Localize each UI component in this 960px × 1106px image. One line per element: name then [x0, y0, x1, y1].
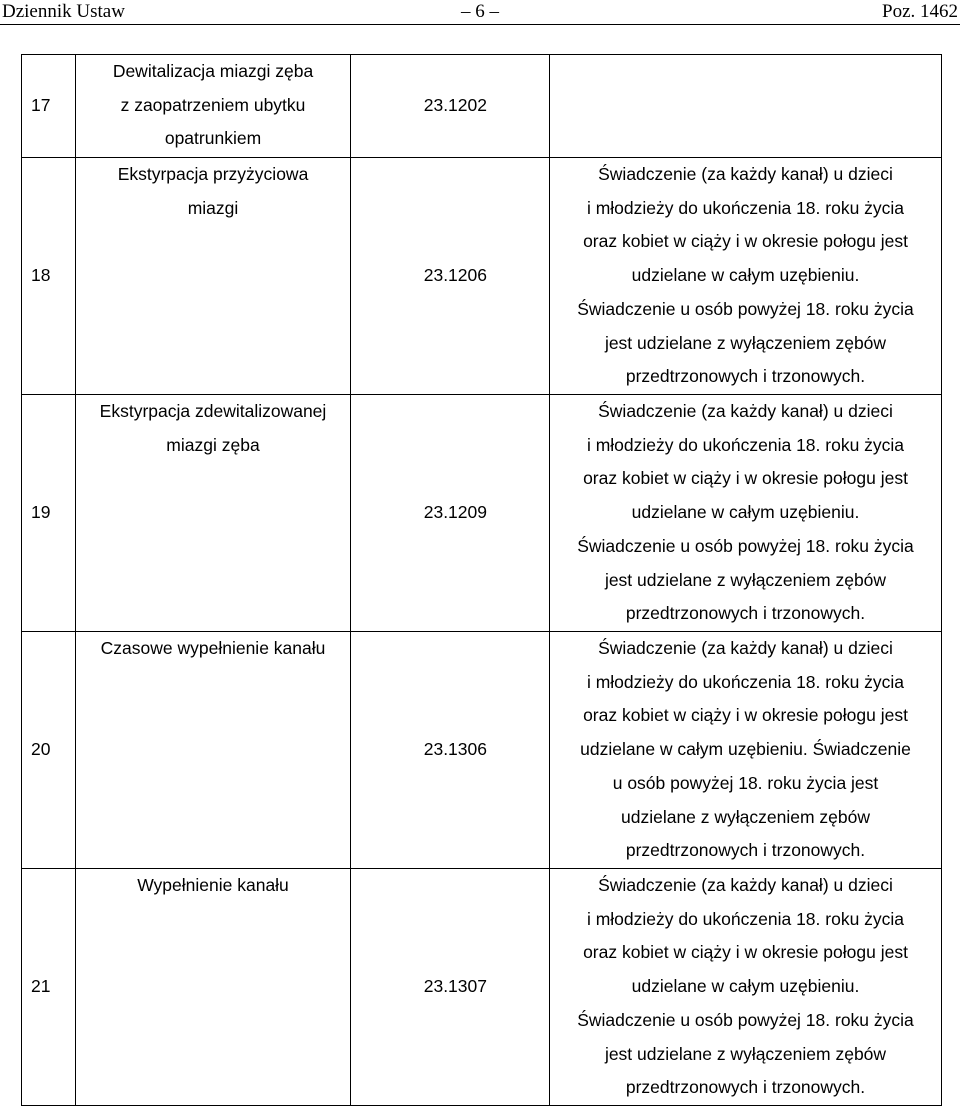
procedure-name-line: Ekstyrpacja zdewitalizowanej	[99, 401, 327, 421]
row-number: 18	[22, 158, 76, 395]
procedure-note-line: udzielane w całym uzębieniu.	[631, 976, 860, 997]
procedure-name-line: opatrunkiem	[164, 128, 262, 149]
position-number: Poz. 1462	[882, 1, 958, 22]
procedure-name	[76, 632, 351, 869]
procedure-note	[550, 158, 942, 395]
procedure-note-line: oraz kobiet w ciąży i w okresie połogu jest	[583, 231, 908, 252]
procedure-name	[76, 869, 351, 1106]
procedure-note-line: Świadczenie (za każdy kanał) u dzieci	[598, 164, 893, 184]
procedure-code: 23.1202	[351, 55, 550, 158]
procedure-name-line: Czasowe wypełnienie kanału	[100, 638, 326, 658]
procedure-code: 23.1206	[351, 158, 550, 395]
procedure-note-line: u osób powyżej 18. roku życia jest	[612, 772, 879, 793]
procedure-note-line: oraz kobiet w ciąży i w okresie połogu jest	[583, 705, 908, 726]
page-header	[0, 0, 960, 24]
procedure-name-line: Wypełnienie kanału	[137, 875, 289, 895]
procedure-code: 23.1306	[351, 632, 550, 869]
procedure-note-line: udzielane w całym uzębieniu.	[631, 502, 860, 523]
procedure-note-line: i młodzieży do ukończenia 18. roku życia	[586, 197, 905, 218]
procedure-note-line: jest udzielane z wyłączeniem zębów	[604, 1043, 887, 1064]
procedure-note-line: Świadczenie (za każdy kanał) u dzieci	[598, 638, 893, 658]
procedure-note-line: Świadczenie u osób powyżej 18. roku życia	[577, 1009, 914, 1030]
procedure-name-line: miazgi	[187, 197, 239, 218]
procedure-note-line: Świadczenie u osób powyżej 18. roku życia	[577, 298, 914, 319]
procedure-note-line: udzielane z wyłączeniem zębów	[620, 806, 871, 827]
procedure-note-line: Świadczenie (za każdy kanał) u dzieci	[598, 401, 893, 421]
row-number: 19	[22, 395, 76, 632]
procedure-note-line: oraz kobiet w ciąży i w okresie połogu jest	[583, 942, 908, 963]
procedure-note	[550, 395, 942, 632]
procedure-note	[550, 55, 942, 158]
procedure-name	[76, 158, 351, 395]
procedure-note-line: przedtrzonowych i trzonowych.	[625, 366, 866, 387]
procedure-note-line: przedtrzonowych i trzonowych.	[625, 840, 866, 861]
procedure-code: 23.1209	[351, 395, 550, 632]
procedure-name-line: Dewitalizacja miazgi zęba	[112, 61, 314, 81]
procedure-note	[550, 632, 942, 869]
procedure-name-line: miazgi zęba	[166, 434, 260, 455]
procedure-name-line: Ekstyrpacja przyżyciowa	[117, 164, 309, 184]
table-row	[22, 158, 942, 395]
procedure-note-line: i młodzieży do ukończenia 18. roku życia	[586, 434, 905, 455]
procedure-note-line: jest udzielane z wyłączeniem zębów	[604, 569, 887, 590]
table-row	[22, 395, 942, 632]
procedure-note-line: przedtrzonowych i trzonowych.	[625, 603, 866, 624]
procedure-code: 23.1307	[351, 869, 550, 1106]
procedure-note-line: i młodzieży do ukończenia 18. roku życia	[586, 671, 905, 692]
procedure-note-line: i młodzieży do ukończenia 18. roku życia	[586, 908, 905, 929]
procedure-name	[76, 55, 351, 158]
procedure-name-line: z zaopatrzeniem ubytku	[120, 94, 306, 115]
procedures-table	[21, 54, 942, 1106]
procedure-note	[550, 869, 942, 1106]
procedure-name	[76, 395, 351, 632]
journal-title: Dziennik Ustaw	[2, 1, 125, 22]
procedure-note-line: udzielane w całym uzębieniu.	[631, 265, 860, 286]
procedure-note-line: przedtrzonowych i trzonowych.	[625, 1077, 866, 1098]
table-row	[22, 632, 942, 869]
procedure-note-line: oraz kobiet w ciąży i w okresie połogu jest	[583, 468, 908, 489]
procedure-note-line: udzielane w całym uzębieniu. Świadczenie	[580, 739, 911, 760]
table-row	[22, 869, 942, 1106]
procedure-note-line: jest udzielane z wyłączeniem zębów	[604, 332, 887, 353]
row-number: 21	[22, 869, 76, 1106]
table-row	[22, 55, 942, 158]
procedure-note-line: Świadczenie u osób powyżej 18. roku życia	[577, 535, 914, 556]
header-rule	[0, 24, 960, 25]
procedure-note-line: Świadczenie (za każdy kanał) u dzieci	[598, 875, 893, 895]
page-number: – 6 –	[461, 1, 499, 22]
row-number: 20	[22, 632, 76, 869]
row-number: 17	[22, 55, 76, 158]
